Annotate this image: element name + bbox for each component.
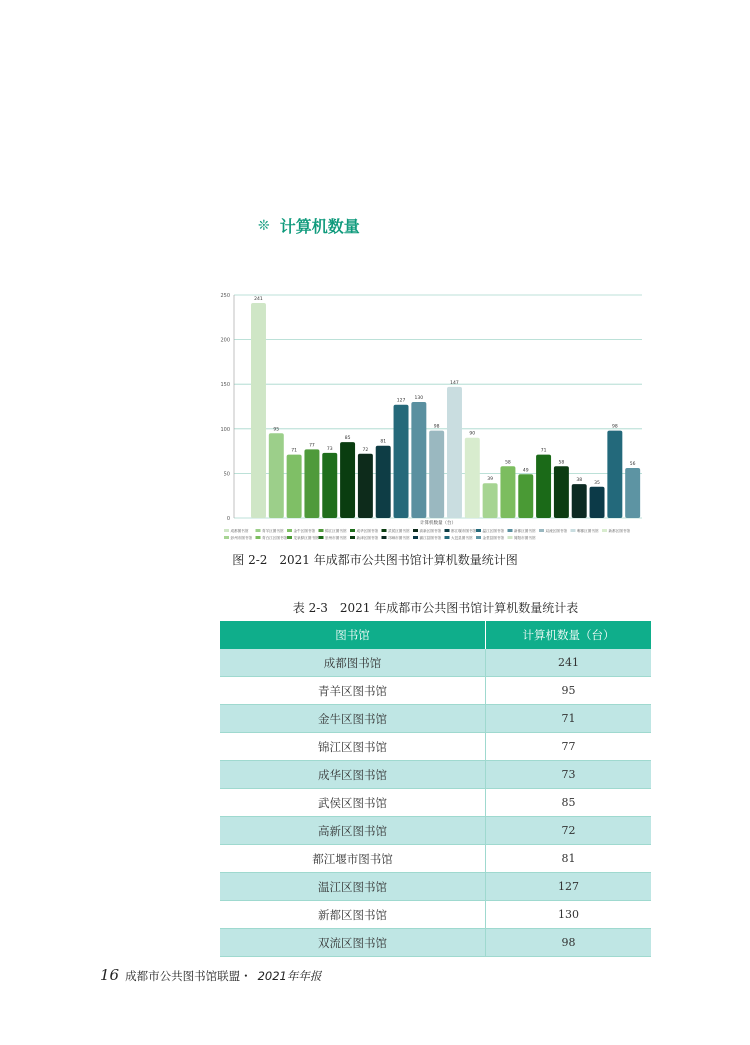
bar: [269, 433, 284, 518]
computer-count: 85: [486, 789, 652, 817]
bar: [483, 483, 498, 518]
table-header-row: [220, 621, 651, 649]
legend-label: 金堂县图书馆: [482, 536, 505, 540]
bar: [518, 474, 533, 518]
y-tick-label: 250: [220, 293, 230, 299]
legend-label: 彭州市图书馆: [230, 536, 253, 540]
footer-title: 成都市公共图书馆联盟・: [125, 969, 252, 983]
bar-value-label: 49: [522, 468, 529, 474]
bar-value-label: 90: [469, 431, 476, 437]
y-tick-label: 150: [220, 382, 230, 389]
legend-label: 成华区图书馆: [356, 529, 379, 533]
table-row: [220, 705, 651, 733]
legend-swatch: [413, 536, 418, 539]
legend-swatch: [224, 529, 229, 532]
computer-count: 71: [486, 705, 652, 733]
library-name: 双流区图书馆: [220, 929, 486, 957]
header-count: 计算机数量（台）: [486, 621, 652, 649]
table-row: [220, 649, 651, 677]
legend-swatch: [287, 529, 292, 532]
legend-label: 龙泉驿区图书馆: [293, 536, 319, 540]
bar: [500, 466, 515, 518]
bar: [447, 387, 462, 518]
table-row: [220, 929, 651, 957]
bar-value-label: 71: [291, 448, 297, 454]
legend-swatch: [445, 529, 450, 532]
bar: [465, 438, 480, 518]
figure-caption: 图 2-2 2021 年成都市公共图书馆计算机数量统计图: [232, 553, 518, 567]
y-tick-label: 100: [220, 426, 230, 433]
bar: [376, 446, 391, 518]
legend-swatch: [382, 536, 387, 539]
bar-value-label: 98: [433, 424, 440, 430]
bar-value-label: 39: [487, 477, 493, 483]
bar-value-label: 35: [594, 480, 600, 486]
bar-value-label: 72: [362, 447, 369, 453]
library-name: 温江区图书馆: [220, 873, 486, 901]
table-row: [220, 873, 651, 901]
computer-count: 81: [486, 845, 652, 873]
bar-value-label: 98: [611, 424, 618, 430]
library-name: 青羊区图书馆: [220, 677, 486, 705]
legend-swatch: [602, 529, 607, 532]
computer-count: 72: [486, 817, 652, 845]
legend-label: 双流区图书馆: [545, 529, 568, 533]
library-name: 锦江区图书馆: [220, 733, 486, 761]
legend-label: 郫都区图书馆: [577, 529, 599, 533]
section-title: 计算机数量: [279, 217, 360, 236]
computer-count: 98: [486, 929, 652, 957]
bar-value-label: 81: [380, 439, 387, 445]
library-name: 高新区图书馆: [220, 817, 486, 845]
bar-value-label: 130: [414, 396, 424, 402]
y-tick-label: 0: [226, 516, 230, 522]
legend-swatch: [287, 536, 292, 539]
legend-swatch: [508, 536, 513, 539]
computer-count-table: [220, 621, 651, 957]
bar: [429, 431, 444, 518]
legend-label: 金牛区图书馆: [293, 529, 316, 533]
page-number: 16: [100, 966, 120, 984]
flower-bullet-icon: ❊: [258, 217, 270, 234]
legend-swatch: [539, 529, 544, 532]
legend-swatch: [350, 536, 355, 539]
bar: [607, 431, 622, 518]
legend-label: 青白江区图书馆: [262, 536, 288, 540]
bar: [590, 487, 605, 518]
bar-value-label: 38: [576, 478, 583, 484]
legend-label: 武侯区图书馆: [388, 529, 410, 533]
computer-count: 73: [486, 761, 652, 789]
library-name: 成华区图书馆: [220, 761, 486, 789]
legend-label: 成都图书馆: [230, 529, 249, 533]
legend-label: 新津区图书馆: [356, 536, 379, 540]
legend-swatch: [256, 536, 261, 539]
library-name: 新都区图书馆: [220, 901, 486, 929]
library-name: 金牛区图书馆: [220, 705, 486, 733]
legend-swatch: [413, 529, 418, 532]
bar-value-label: 95: [273, 427, 280, 433]
table-row: [220, 677, 651, 705]
bar-value-label: 85: [344, 436, 351, 442]
bar: [536, 455, 551, 518]
legend-swatch: [382, 529, 387, 532]
bar: [358, 454, 373, 518]
computer-count: 95: [486, 677, 652, 705]
bar-value-label: 73: [326, 446, 333, 452]
legend-label: 锦江区图书馆: [325, 529, 347, 533]
bar-value-label: 127: [396, 398, 406, 404]
bar-value-label: 56: [629, 462, 636, 468]
bar: [572, 484, 587, 518]
bar: [287, 455, 302, 518]
computer-count: 130: [486, 901, 652, 929]
bar: [251, 303, 266, 518]
computer-count: 77: [486, 733, 652, 761]
legend-label: 高新区图书馆: [419, 529, 442, 533]
bar-value-label: 147: [450, 380, 459, 386]
page-footer: [100, 966, 321, 984]
y-tick-label: 200: [220, 337, 230, 344]
library-name: 武侯区图书馆: [220, 789, 486, 817]
section-heading: [258, 214, 360, 237]
legend-swatch: [445, 536, 450, 539]
table-row: [220, 789, 651, 817]
legend-swatch: [256, 529, 261, 532]
bar: [625, 468, 640, 518]
computer-count: 127: [486, 873, 652, 901]
legend-swatch: [476, 529, 481, 532]
table-row: [220, 817, 651, 845]
table-row: [220, 845, 651, 873]
table-caption: 表 2-3 2021 年成都市公共图书馆计算机数量统计表: [292, 601, 579, 615]
bar: [554, 466, 569, 518]
legend-swatch: [508, 529, 513, 532]
legend-label: 邛崃市图书馆: [388, 536, 410, 540]
bar-value-label: 71: [540, 448, 547, 454]
legend-label: 青羊区图书馆: [262, 529, 284, 533]
bar-value-label: 58: [505, 460, 511, 466]
bar: [394, 405, 409, 518]
table-row: [220, 761, 651, 789]
legend-label: 新都区图书馆: [608, 529, 631, 533]
legend-label: 崇州市图书馆: [325, 536, 347, 540]
legend-swatch: [571, 529, 576, 532]
legend-label: 简阳市图书馆: [514, 536, 536, 540]
header-library: 图书馆: [220, 621, 486, 649]
bar: [322, 453, 337, 518]
legend-swatch: [319, 529, 324, 532]
bar-value-label: 77: [309, 443, 315, 449]
legend-label: 蒲江县图书馆: [419, 536, 442, 540]
legend-swatch: [319, 536, 324, 539]
bar: [411, 402, 426, 518]
legend-swatch: [350, 529, 355, 532]
legend-swatch: [476, 536, 481, 539]
legend-swatch: [224, 536, 229, 539]
bar-value-label: 58: [558, 460, 565, 466]
computer-count-chart: [212, 288, 648, 544]
library-name: 都江堰市图书馆: [220, 845, 486, 873]
bar: [340, 442, 355, 518]
legend-label: 新都区图书馆: [514, 529, 536, 533]
legend-label: 大邑县图书馆: [451, 536, 473, 540]
library-name: 成都图书馆: [220, 649, 486, 677]
bar: [304, 449, 319, 518]
table-row: [220, 901, 651, 929]
legend-label: 温江区图书馆: [482, 529, 505, 533]
computer-count: 241: [486, 649, 652, 677]
footer-year: 2021年年报: [257, 969, 322, 983]
y-tick-label: 50: [223, 471, 230, 478]
x-axis-title: 计算机数量（台）: [420, 521, 456, 526]
legend-label: 都江堰市图书馆: [451, 529, 477, 533]
bar-value-label: 241: [254, 297, 263, 303]
table-row: [220, 733, 651, 761]
